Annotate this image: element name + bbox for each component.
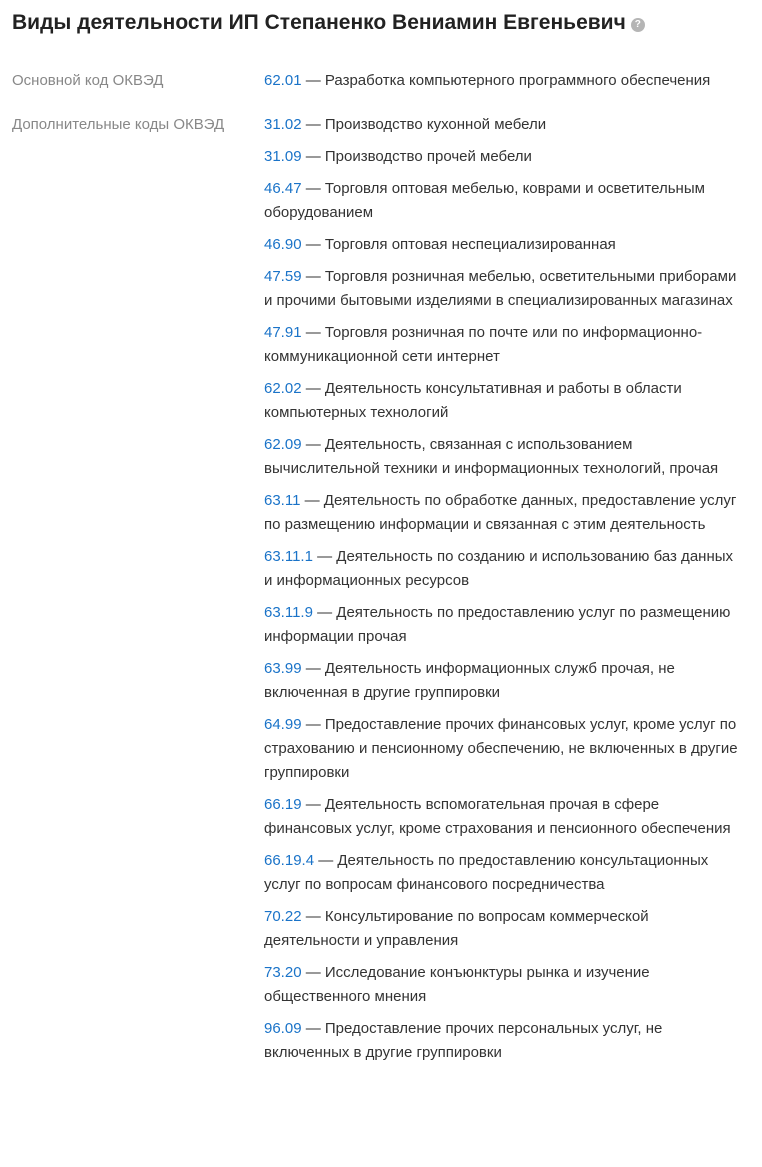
okved-code-link[interactable]: 66.19.4 xyxy=(264,852,315,869)
okved-separator: — xyxy=(301,180,325,197)
okved-name: Деятельность вспомогательная прочая в сфере финансовых услуг, кроме страхования и пенсионного обеспечения xyxy=(264,796,731,837)
okved-name: Торговля розничная по почте или по информационно-коммуникационной сети интернет xyxy=(264,324,703,365)
okved-name: Исследование конъюнктуры рынка и изучение общественного мнения xyxy=(264,964,650,1005)
main-okved-label: Основной код ОКВЭД xyxy=(12,72,164,89)
okved-name: Деятельность по обработке данных, предоставление услуг по размещению информации и связанная с этим деятельность xyxy=(264,492,737,533)
okved-separator: — xyxy=(301,324,325,341)
okved-code-link[interactable]: 62.02 xyxy=(264,380,302,397)
okved-name: Разработка компьютерного программного обеспечения xyxy=(324,72,711,89)
okved-name: Предоставление прочих персональных услуг, не включенных в другие группировки xyxy=(264,1020,663,1061)
okved-item xyxy=(264,601,742,649)
okved-separator: — xyxy=(301,1020,325,1037)
page-title-text: Виды деятельности ИП Степаненко Вениамин Евгеньевич xyxy=(12,11,626,34)
okved-separator: — xyxy=(301,716,325,733)
okved-separator: — xyxy=(301,148,325,165)
question-circle-icon[interactable]: ? xyxy=(631,18,645,32)
okved-code-link[interactable]: 47.59 xyxy=(264,268,302,285)
okved-separator: — xyxy=(301,268,325,285)
okved-separator: — xyxy=(301,380,325,397)
okved-code-link[interactable]: 63.11 xyxy=(264,492,301,509)
okved-item xyxy=(264,713,742,785)
okved-code-link[interactable]: 64.99 xyxy=(264,716,302,733)
okved-item xyxy=(264,233,742,257)
okved-item xyxy=(264,433,742,481)
okved-separator: — xyxy=(301,796,325,813)
okved-name: Производство прочей мебели xyxy=(324,148,532,165)
okved-name: Торговля оптовая мебелью, коврами и осветительным оборудованием xyxy=(264,180,705,221)
okved-separator: — xyxy=(301,908,325,925)
okved-separator: — xyxy=(301,436,325,453)
okved-item xyxy=(264,905,742,953)
okved-code-link[interactable]: 47.91 xyxy=(264,324,302,341)
okved-item xyxy=(264,377,742,425)
okved-separator: — xyxy=(312,604,337,621)
okved-item xyxy=(264,69,742,93)
okved-separator: — xyxy=(301,660,325,677)
okved-code-link[interactable]: 62.09 xyxy=(264,436,302,453)
okved-item xyxy=(264,321,742,369)
okved-item xyxy=(264,545,742,593)
okved-separator: — xyxy=(300,492,324,509)
okved-separator: — xyxy=(301,116,325,133)
okved-item xyxy=(264,849,742,897)
page-title xyxy=(12,8,752,38)
okved-name: Деятельность информационных служб прочая, не включенная в другие группировки xyxy=(264,660,675,701)
okved-code-link[interactable]: 63.11.1 xyxy=(264,548,313,565)
okved-item xyxy=(264,657,742,705)
okved-separator: — xyxy=(301,236,325,253)
okved-name: Деятельность по предоставлению консультационных услуг по вопросам финансового посредничества xyxy=(264,852,709,893)
okved-name: Торговля оптовая неспециализированная xyxy=(324,236,616,253)
okved-item xyxy=(264,961,742,1009)
okved-name: Деятельность по созданию и использованию баз данных и информационных ресурсов xyxy=(264,548,734,589)
okved-code-link[interactable]: 63.11.9 xyxy=(264,604,313,621)
okved-code-link[interactable]: 46.47 xyxy=(264,180,302,197)
okved-item xyxy=(264,1017,742,1065)
okved-item xyxy=(264,145,742,169)
okved-name: Деятельность, связанная с использованием вычислительной техники и информационных технологий, прочая xyxy=(264,436,719,477)
okved-item xyxy=(264,793,742,841)
okved-code-link[interactable]: 66.19 xyxy=(264,796,302,813)
okved-code-link[interactable]: 46.90 xyxy=(264,236,302,253)
okved-separator: — xyxy=(301,964,325,981)
okved-code-link[interactable]: 96.09 xyxy=(264,1020,302,1037)
okved-code-link[interactable]: 63.99 xyxy=(264,660,302,677)
okved-item xyxy=(264,489,742,537)
okved-name: Консультирование по вопросам коммерческой деятельности и управления xyxy=(264,908,649,949)
main-okved-list xyxy=(264,69,742,101)
okved-item xyxy=(264,177,742,225)
okved-code-link[interactable]: 31.09 xyxy=(264,148,302,165)
okved-code-link[interactable]: 31.02 xyxy=(264,116,302,133)
okved-separator: — xyxy=(312,548,337,565)
okved-item xyxy=(264,265,742,313)
okved-name: Производство кухонной мебели xyxy=(324,116,547,133)
okved-name: Торговля розничная мебелью, осветительными приборами и прочими бытовыми изделиями в специализированных магазинах xyxy=(264,268,737,309)
okved-code-link[interactable]: 70.22 xyxy=(264,908,302,925)
okved-name: Деятельность по предоставлению услуг по размещению информации прочая xyxy=(264,604,731,645)
okved-name: Деятельность консультативная и работы в области компьютерных технологий xyxy=(264,380,682,421)
extra-okved-list xyxy=(264,113,742,1073)
okved-name: Предоставление прочих финансовых услуг, кроме услуг по страхованию и пенсионному обеспечению, не включенных в другие группировки xyxy=(264,716,738,781)
okved-item xyxy=(264,113,742,137)
okved-code-link[interactable]: 73.20 xyxy=(264,964,302,981)
extra-okved-label: Дополнительные коды ОКВЭД xyxy=(12,116,225,133)
okved-code-link[interactable]: 62.01 xyxy=(264,72,302,89)
okved-separator: — xyxy=(314,852,338,869)
okved-separator: — xyxy=(301,72,325,89)
